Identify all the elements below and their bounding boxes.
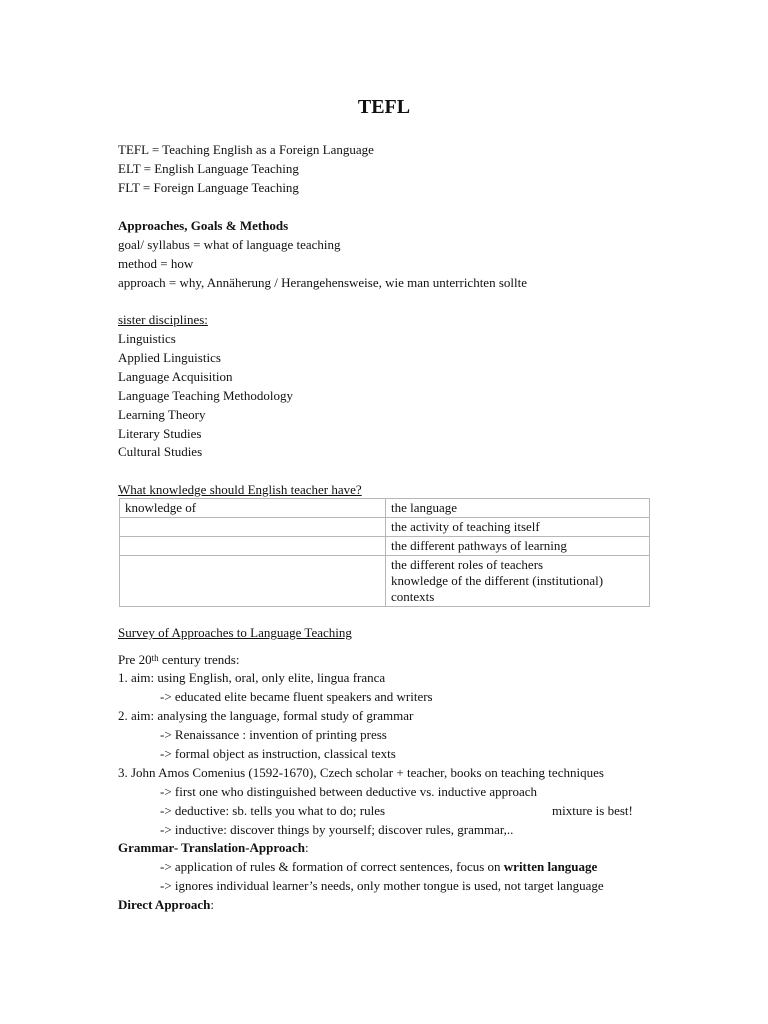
list-item: Cultural Studies <box>118 444 203 459</box>
approaches-method: method = how <box>118 256 194 271</box>
sister-disciplines-heading: sister disciplines: <box>118 312 208 327</box>
table-cell <box>120 556 386 607</box>
definition-flt: FLT = Foreign Language Teaching <box>118 180 299 195</box>
grammar-translation-title: Grammar- Translation-Approach <box>118 840 305 855</box>
aim-1-detail: -> educated elite became fluent speakers and writers <box>160 689 433 704</box>
pre-20th-heading <box>118 652 239 668</box>
aim-2-detail-2: -> formal object as instruction, classical texts <box>160 746 396 761</box>
page-title: TEFL <box>357 96 411 118</box>
gta-written-language: written language <box>503 859 598 874</box>
aim-2-detail-1: -> Renaissance : invention of printing press <box>160 727 387 742</box>
table-cell <box>120 518 386 537</box>
definition-elt: ELT = English Language Teaching <box>118 161 299 176</box>
table-row <box>120 537 650 556</box>
grammar-translation-colon: : <box>304 840 309 855</box>
aim-3: 3. John Amos Comenius (1592-1670), Czech scholar + teacher, books on teaching techniques <box>118 765 604 780</box>
table-cell: the language <box>386 499 650 518</box>
table-cell <box>120 537 386 556</box>
survey-heading: Survey of Approaches to Language Teaching <box>118 625 352 640</box>
table-cell: the different pathways of learning <box>386 537 650 556</box>
list-item: Applied Linguistics <box>118 350 221 365</box>
table-cell-line: knowledge of the different (institutional) contexts <box>391 573 604 604</box>
grammar-translation-detail-1 <box>160 859 597 875</box>
table-cell: the activity of teaching itself <box>386 518 650 537</box>
table-row <box>120 499 650 518</box>
definition-tefl: TEFL = Teaching English as a Foreign Language <box>118 142 374 157</box>
list-item: Learning Theory <box>118 407 206 422</box>
list-item: Language Acquisition <box>118 369 233 384</box>
knowledge-heading: What knowledge should English teacher have? <box>118 482 362 497</box>
aim-3-detail-1: -> first one who distinguished between deductive vs. inductive approach <box>160 784 538 799</box>
table-row <box>120 518 650 537</box>
direct-approach-heading <box>118 897 214 913</box>
list-item: Literary Studies <box>118 426 202 441</box>
grammar-translation-heading <box>118 840 309 856</box>
aim-1: 1. aim: using English, oral, only elite, lingua franca <box>118 670 386 685</box>
pre-20th-trends: century trends: <box>158 652 240 667</box>
direct-approach-colon: : <box>210 897 214 912</box>
grammar-translation-detail-2: -> ignores individual learner’s needs, only mother tongue is used, not target language <box>160 878 604 893</box>
gta-detail-text: -> application of rules & formation of correct sentences, focus on <box>160 859 504 874</box>
table-cell: knowledge of <box>120 499 386 518</box>
knowledge-table <box>119 498 650 607</box>
superscript-th: th <box>151 653 159 663</box>
aim-3-detail-3: -> inductive: discover things by yourself; discover rules, grammar,.. <box>160 822 514 837</box>
list-item: Language Teaching Methodology <box>118 388 294 403</box>
table-row <box>120 556 650 607</box>
table-cell-line: the different roles of teachers <box>391 557 544 572</box>
approaches-approach: approach = why, Annäherung / Herangehensweise, wie man unterrichten sollte <box>118 275 527 290</box>
mixture-note: mixture is best! <box>552 803 633 818</box>
approaches-goal: goal/ syllabus = what of language teaching <box>118 237 341 252</box>
aim-2: 2. aim: analysing the language, formal study of grammar <box>118 708 414 723</box>
direct-approach-title: Direct Approach <box>118 897 211 912</box>
pre-20th-text: Pre 20 <box>118 652 152 667</box>
approaches-heading: Approaches, Goals & Methods <box>118 218 289 233</box>
list-item: Linguistics <box>118 331 176 346</box>
aim-3-detail-2: -> deductive: sb. tells you what to do; rules <box>160 803 386 818</box>
table-cell <box>386 556 650 607</box>
